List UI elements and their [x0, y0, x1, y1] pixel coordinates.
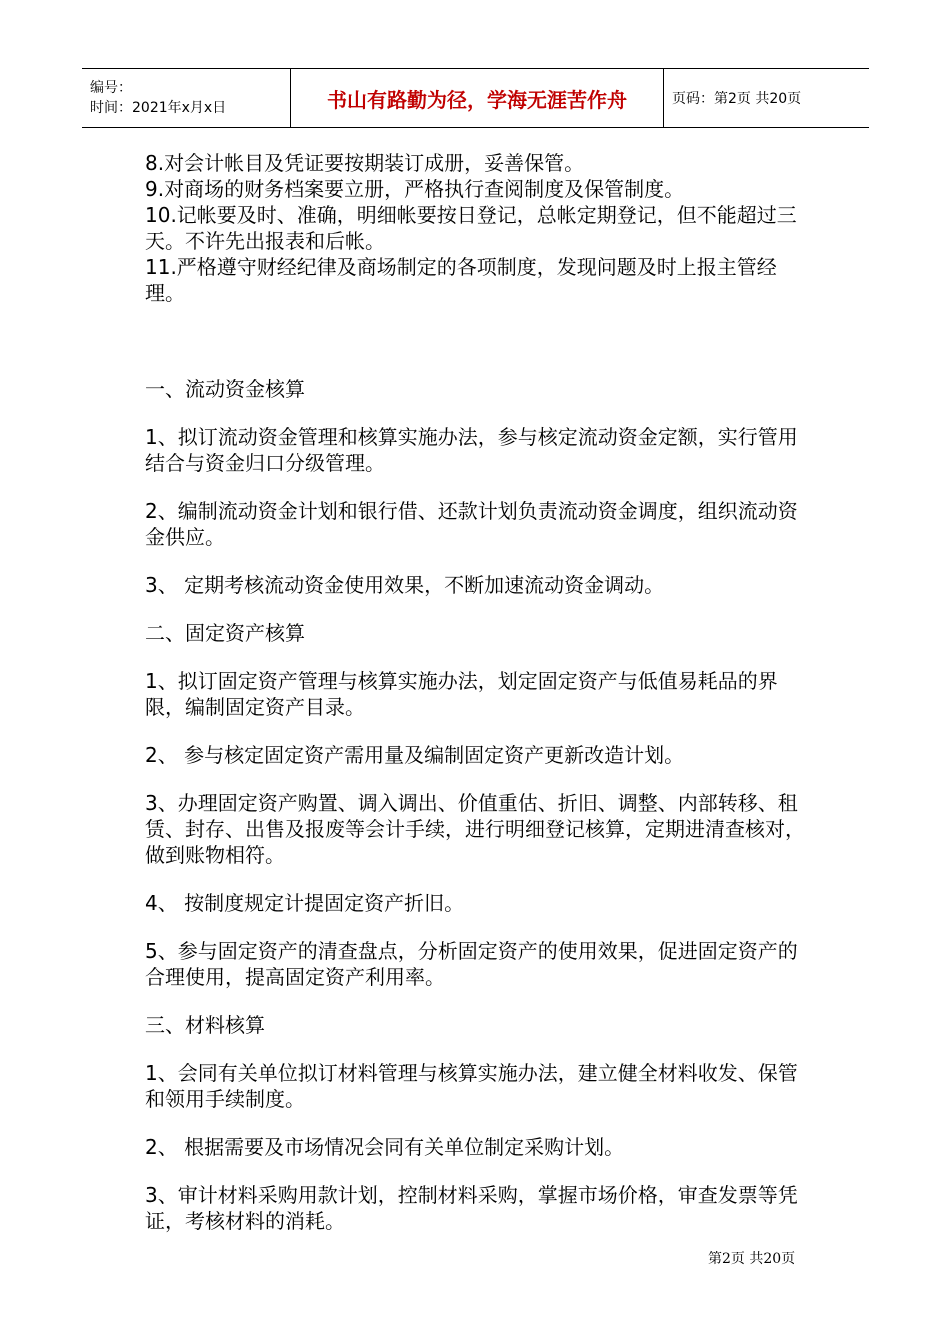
paragraph: 1、拟订固定资产管理与核算实施办法，划定固定资产与低值易耗品的界限，编制固定资产目录。 — [145, 669, 778, 719]
paragraph: 5、参与固定资产的清查盘点，分析固定资产的使用效果，促进固定资产的合理使用，提高固定资产利用率。 — [145, 939, 798, 989]
document-time-label: 时间：2021年x月x日 — [90, 100, 227, 116]
section-heading: 二、固定资产核算 — [145, 621, 305, 645]
header-meta-cell — [82, 69, 291, 128]
document-number-label: 编号： — [90, 80, 132, 96]
paragraph: 3、办理固定资产购置、调入调出、价值重估、折旧、调整、内部转移、租赁、封存、出售及报废等会计手续，进行明细登记核算，定期进清查核对，做到账物相符。 — [145, 791, 805, 867]
page-footer: 第2页 共20页 — [708, 1251, 796, 1267]
header-motto: 书山有路勤为径，学海无涯苦作舟 — [291, 69, 664, 128]
section-heading: 三、材料核算 — [145, 1013, 265, 1037]
paragraph: 2、 根据需要及市场情况会同有关单位制定采购计划。 — [145, 1135, 625, 1159]
paragraph: 9.对商场的财务档案要立册，严格执行查阅制度及保管制度。 — [145, 177, 685, 201]
document-body — [145, 150, 815, 1234]
paragraph: 4、 按制度规定计提固定资产折旧。 — [145, 891, 465, 915]
page-header — [82, 68, 869, 128]
paragraph: 1、会同有关单位拟订材料管理与核算实施办法，建立健全材料收发、保管和领用手续制度。 — [145, 1061, 798, 1111]
section-heading: 一、流动资金核算 — [145, 377, 305, 401]
paragraph: 2、编制流动资金计划和银行借、还款计划负责流动资金调度，组织流动资金供应。 — [145, 499, 798, 549]
paragraph: 2、 参与核定固定资产需用量及编制固定资产更新改造计划。 — [145, 743, 685, 767]
paragraph: 11.严格遵守财经纪律及商场制定的各项制度，发现问题及时上报主管经理。 — [145, 255, 777, 305]
paragraph: 10.记帐要及时、准确，明细帐要按日登记，总帐定期登记，但不能超过三天。不许先出报表和后帐。 — [145, 203, 797, 253]
paragraph: 8.对会计帐目及凭证要按期装订成册，妥善保管。 — [145, 151, 585, 175]
header-page-number: 页码：第2页 共20页 — [664, 69, 870, 128]
paragraph: 3、 定期考核流动资金使用效果，不断加速流动资金调动。 — [145, 573, 665, 597]
paragraph: 1、拟订流动资金管理和核算实施办法，参与核定流动资金定额，实行管用结合与资金归口分级管理。 — [145, 425, 798, 475]
paragraph: 3、审计材料采购用款计划，控制材料采购，掌握市场价格，审查发票等凭证，考核材料的消耗。 — [145, 1183, 798, 1233]
